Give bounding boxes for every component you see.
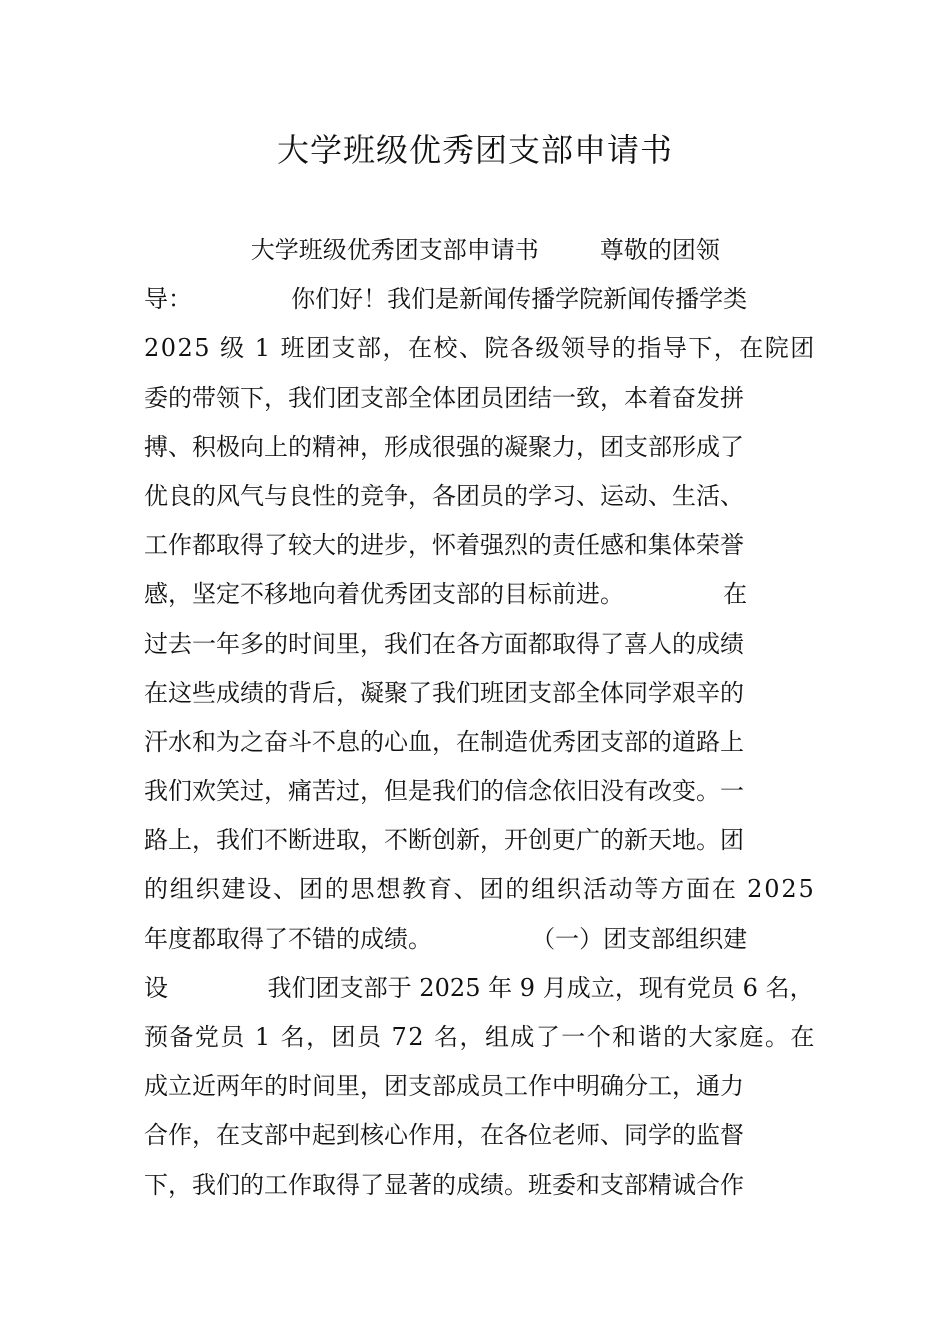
document-line: 的组织建设、团的思想教育、团的组织活动等方面在 2025 xyxy=(144,875,816,904)
document-line: 设 我们团支部于 2025 年 9 月成立，现有党员 6 名， xyxy=(144,973,814,1002)
document-line: 预备党员 1 名，团员 72 名，组成了一个和谐的大家庭。在 xyxy=(144,1023,816,1051)
document-line: 过去一年多的时间里，我们在各方面都取得了喜人的成绩 xyxy=(144,629,744,658)
document-line: 感，坚定不移地向着优秀团支部的目标前进。 在 xyxy=(144,580,748,609)
document-title: 大学班级优秀团支部申请书 xyxy=(276,131,673,169)
document-line: 搏、积极向上的精神，形成很强的凝聚力，团支部形成了 xyxy=(144,432,744,461)
document-line: 优良的风气与良性的竞争，各团员的学习、运动、生活、 xyxy=(144,481,744,510)
document-body xyxy=(144,226,814,1210)
document-line: 汗水和为之奋斗不息的心血，在制造优秀团支部的道路上 xyxy=(144,727,744,756)
document-line: 工作都取得了较大的进步，怀着强烈的责任感和集体荣誉 xyxy=(144,531,744,560)
document-line: 导： 你们好！我们是新闻传播学院新闻传播学类 xyxy=(144,285,748,314)
document-line: 委的带领下，我们团支部全体团员团结一致，本着奋发拼 xyxy=(144,383,744,412)
document-line: 路上，我们不断进取，不断创新，开创更广的新天地。团 xyxy=(144,826,744,855)
document-line: 在这些成绩的背后，凝聚了我们班团支部全体同学艰辛的 xyxy=(144,678,744,707)
document-line: 年度都取得了不错的成绩。 （一）团支部组织建 xyxy=(144,924,748,953)
document-line: 下，我们的工作取得了显著的成绩。班委和支部精诚合作 xyxy=(144,1170,744,1199)
document-line: 成立近两年的时间里，团支部成员工作中明确分工，通力 xyxy=(144,1072,744,1101)
document-line: 大学班级优秀团支部申请书 尊敬的团领 xyxy=(144,236,720,264)
document-line: 2025 级 1 班团支部，在校、院各级领导的指导下，在院团 xyxy=(144,334,816,363)
document-line: 合作，在支部中起到核心作用，在各位老师、同学的监督 xyxy=(144,1121,744,1150)
document-line: 我们欢笑过，痛苦过，但是我们的信念依旧没有改变。一 xyxy=(144,777,744,806)
